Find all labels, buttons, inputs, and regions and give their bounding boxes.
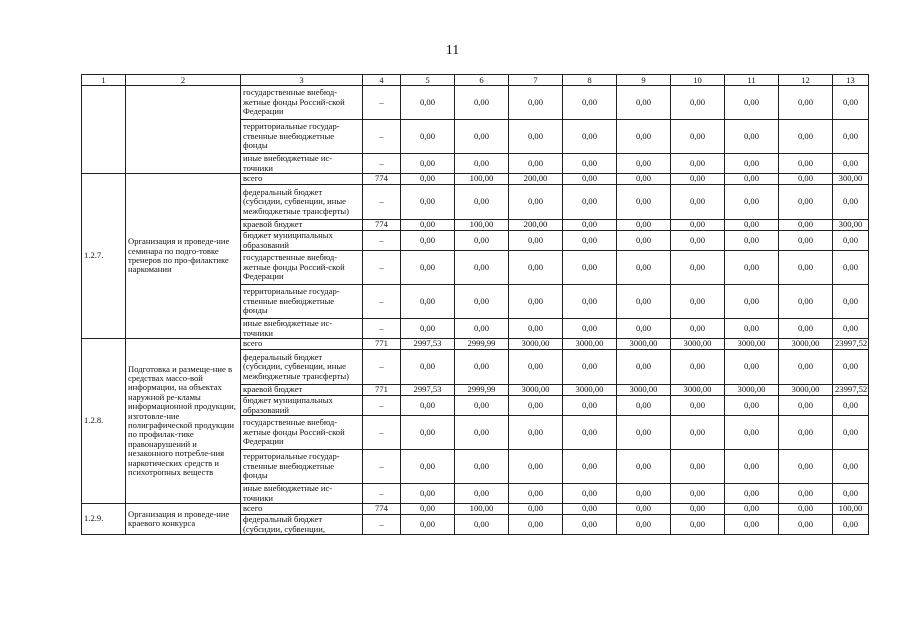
department-code-cell: –	[363, 416, 401, 450]
department-code-cell: –	[363, 251, 401, 285]
year-value-cell: 0,00	[509, 504, 563, 515]
year-value-cell: 0,00	[455, 251, 509, 285]
year-value-cell: 0,00	[401, 120, 455, 154]
column-number-header: 1	[82, 75, 126, 86]
year-value-cell: 0,00	[671, 120, 725, 154]
year-value-cell: 0,00	[617, 251, 671, 285]
year-value-cell: 0,00	[779, 220, 833, 231]
department-code-cell: –	[363, 319, 401, 339]
year-value-cell: 0,00	[563, 220, 617, 231]
year-value-cell: 0,00	[779, 515, 833, 535]
funding-source-cell: государственные внебюд-жетные фонды Россий-ской Федерации	[241, 86, 363, 120]
year-value-cell: 0,00	[509, 154, 563, 174]
year-value-cell: 0,00	[401, 450, 455, 484]
funding-source-cell: краевой бюджет	[241, 220, 363, 231]
year-value-cell: 0,00	[725, 416, 779, 450]
table-row	[82, 339, 869, 350]
total-value-cell: 0,00	[833, 319, 869, 339]
column-number-header: 11	[725, 75, 779, 86]
year-value-cell: 0,00	[671, 450, 725, 484]
total-value-cell: 0,00	[833, 416, 869, 450]
year-value-cell: 0,00	[617, 185, 671, 220]
table-row	[82, 504, 869, 515]
year-value-cell: 0,00	[617, 450, 671, 484]
total-value-cell: 0,00	[833, 251, 869, 285]
year-value-cell: 0,00	[671, 251, 725, 285]
year-value-cell: 0,00	[671, 220, 725, 231]
item-number-cell: 1.2.9.	[82, 504, 126, 535]
year-value-cell: 3000,00	[725, 339, 779, 350]
funding-source-cell: иные внебюджетные ис-точники	[241, 319, 363, 339]
year-value-cell: 0,00	[401, 185, 455, 220]
year-value-cell: 0,00	[563, 484, 617, 504]
year-value-cell: 3000,00	[779, 385, 833, 396]
year-value-cell: 3000,00	[779, 339, 833, 350]
year-value-cell: 0,00	[455, 285, 509, 319]
funding-source-cell: всего	[241, 504, 363, 515]
year-value-cell: 100,00	[455, 220, 509, 231]
column-number-header: 13	[833, 75, 869, 86]
year-value-cell: 0,00	[563, 285, 617, 319]
year-value-cell: 0,00	[779, 251, 833, 285]
year-value-cell: 0,00	[725, 251, 779, 285]
year-value-cell: 0,00	[563, 120, 617, 154]
year-value-cell: 0,00	[455, 86, 509, 120]
year-value-cell: 0,00	[671, 86, 725, 120]
year-value-cell: 0,00	[779, 285, 833, 319]
year-value-cell: 0,00	[779, 86, 833, 120]
year-value-cell: 0,00	[617, 396, 671, 416]
year-value-cell: 0,00	[509, 285, 563, 319]
department-code-cell: –	[363, 231, 401, 251]
total-value-cell: 0,00	[833, 450, 869, 484]
table-row	[82, 86, 869, 120]
year-value-cell: 0,00	[563, 251, 617, 285]
column-number-header: 6	[455, 75, 509, 86]
year-value-cell: 0,00	[725, 396, 779, 416]
year-value-cell: 0,00	[779, 416, 833, 450]
department-code-cell: 771	[363, 385, 401, 396]
year-value-cell: 0,00	[671, 396, 725, 416]
funding-source-cell: государственные внебюд-жетные фонды Россий-ской Федерации	[241, 416, 363, 450]
column-number-header: 4	[363, 75, 401, 86]
year-value-cell: 0,00	[401, 350, 455, 385]
year-value-cell: 0,00	[455, 515, 509, 535]
department-code-cell: –	[363, 285, 401, 319]
year-value-cell: 3000,00	[671, 339, 725, 350]
item-number-cell: 1.2.7.	[82, 174, 126, 339]
year-value-cell: 2999,99	[455, 385, 509, 396]
department-code-cell: 774	[363, 504, 401, 515]
year-value-cell: 0,00	[725, 515, 779, 535]
funding-source-cell: всего	[241, 339, 363, 350]
year-value-cell: 0,00	[509, 416, 563, 450]
total-value-cell: 0,00	[833, 484, 869, 504]
year-value-cell: 3000,00	[617, 385, 671, 396]
activity-name-cell: Подготовка и размеще-ние в средствах массо-вой информации, на объектах наружной ре-кламы информационной продукции, изготовле-ние полиграфической продукции по профилак-тике правонарушений и незаконного потребле-ния наркотических средств и психотропных веществ	[126, 339, 241, 504]
year-value-cell: 0,00	[725, 231, 779, 251]
year-value-cell: 0,00	[455, 120, 509, 154]
year-value-cell: 0,00	[401, 231, 455, 251]
total-value-cell: 0,00	[833, 231, 869, 251]
department-code-cell: 771	[363, 339, 401, 350]
year-value-cell: 0,00	[509, 396, 563, 416]
year-value-cell: 0,00	[671, 174, 725, 185]
year-value-cell: 0,00	[509, 484, 563, 504]
year-value-cell: 0,00	[779, 174, 833, 185]
year-value-cell: 0,00	[779, 185, 833, 220]
department-code-cell: 774	[363, 174, 401, 185]
year-value-cell: 0,00	[563, 515, 617, 535]
item-number-cell	[82, 86, 126, 174]
year-value-cell: 0,00	[779, 484, 833, 504]
total-value-cell: 0,00	[833, 154, 869, 174]
total-value-cell: 0,00	[833, 350, 869, 385]
column-number-header: 10	[671, 75, 725, 86]
column-number-header: 9	[617, 75, 671, 86]
year-value-cell: 0,00	[725, 154, 779, 174]
year-value-cell: 0,00	[671, 285, 725, 319]
year-value-cell: 0,00	[563, 86, 617, 120]
funding-source-cell: федеральный бюджет (субсидии, субвенции, иные межбюджетные трансферты)	[241, 350, 363, 385]
year-value-cell: 0,00	[401, 174, 455, 185]
total-value-cell: 300,00	[833, 220, 869, 231]
year-value-cell: 0,00	[779, 350, 833, 385]
year-value-cell: 0,00	[725, 450, 779, 484]
year-value-cell: 0,00	[671, 416, 725, 450]
total-value-cell: 0,00	[833, 396, 869, 416]
year-value-cell: 0,00	[671, 504, 725, 515]
year-value-cell: 0,00	[455, 231, 509, 251]
item-number-cell: 1.2.8.	[82, 339, 126, 504]
year-value-cell: 0,00	[563, 450, 617, 484]
year-value-cell: 0,00	[455, 416, 509, 450]
year-value-cell: 0,00	[455, 185, 509, 220]
year-value-cell: 0,00	[401, 220, 455, 231]
year-value-cell: 3000,00	[509, 339, 563, 350]
total-value-cell: 100,00	[833, 504, 869, 515]
year-value-cell: 3000,00	[509, 385, 563, 396]
total-value-cell: 0,00	[833, 285, 869, 319]
department-code-cell: –	[363, 515, 401, 535]
year-value-cell: 0,00	[401, 416, 455, 450]
year-value-cell: 0,00	[617, 515, 671, 535]
year-value-cell: 0,00	[509, 86, 563, 120]
department-code-cell: 774	[363, 220, 401, 231]
year-value-cell: 0,00	[779, 231, 833, 251]
year-value-cell: 3000,00	[563, 339, 617, 350]
total-value-cell: 0,00	[833, 120, 869, 154]
total-value-cell: 0,00	[833, 86, 869, 120]
year-value-cell: 0,00	[509, 231, 563, 251]
year-value-cell: 0,00	[455, 154, 509, 174]
funding-source-cell: бюджет муниципальных образований	[241, 231, 363, 251]
year-value-cell: 0,00	[725, 504, 779, 515]
year-value-cell: 0,00	[455, 396, 509, 416]
column-number-header: 2	[126, 75, 241, 86]
year-value-cell: 0,00	[671, 154, 725, 174]
total-value-cell: 0,00	[833, 185, 869, 220]
budget-table	[81, 74, 869, 535]
year-value-cell: 3000,00	[617, 339, 671, 350]
year-value-cell: 0,00	[617, 484, 671, 504]
year-value-cell: 0,00	[455, 484, 509, 504]
year-value-cell: 0,00	[617, 319, 671, 339]
department-code-cell: –	[363, 185, 401, 220]
year-value-cell: 0,00	[671, 484, 725, 504]
year-value-cell: 0,00	[617, 416, 671, 450]
year-value-cell: 0,00	[455, 450, 509, 484]
page-number: 11	[445, 43, 460, 58]
year-value-cell: 0,00	[401, 484, 455, 504]
funding-source-cell: территориальные государ-ственные внебюджетные фонды	[241, 450, 363, 484]
year-value-cell: 0,00	[617, 231, 671, 251]
funding-source-cell: краевой бюджет	[241, 385, 363, 396]
year-value-cell: 0,00	[509, 319, 563, 339]
year-value-cell: 0,00	[725, 86, 779, 120]
table-row	[82, 174, 869, 185]
year-value-cell: 0,00	[509, 185, 563, 220]
year-value-cell: 100,00	[455, 174, 509, 185]
year-value-cell: 0,00	[509, 450, 563, 484]
year-value-cell: 0,00	[671, 515, 725, 535]
year-value-cell: 2999,99	[455, 339, 509, 350]
year-value-cell: 0,00	[779, 120, 833, 154]
activity-name-cell: Организация и проведе-ние краевого конкурса	[126, 504, 241, 535]
funding-source-cell: федеральный бюджет (субсидии, субвенции,	[241, 515, 363, 535]
department-code-cell: –	[363, 484, 401, 504]
year-value-cell: 0,00	[617, 285, 671, 319]
column-number-header: 5	[401, 75, 455, 86]
department-code-cell: –	[363, 154, 401, 174]
year-value-cell: 0,00	[401, 154, 455, 174]
year-value-cell: 0,00	[563, 185, 617, 220]
activity-name-cell	[126, 86, 241, 174]
year-value-cell: 0,00	[563, 504, 617, 515]
year-value-cell: 0,00	[617, 504, 671, 515]
funding-source-cell: государственные внебюд-жетные фонды Россий-ской Федерации	[241, 251, 363, 285]
year-value-cell: 100,00	[455, 504, 509, 515]
year-value-cell: 0,00	[725, 350, 779, 385]
funding-source-cell: федеральный бюджет (субсидии, субвенции, иные межбюджетные трансферты)	[241, 185, 363, 220]
funding-source-cell: бюджет муниципальных образований	[241, 396, 363, 416]
total-value-cell: 23997,52	[833, 339, 869, 350]
year-value-cell: 0,00	[563, 396, 617, 416]
year-value-cell: 0,00	[779, 319, 833, 339]
funding-source-cell: иные внебюджетные ис-точники	[241, 484, 363, 504]
year-value-cell: 2997,53	[401, 339, 455, 350]
year-value-cell: 200,00	[509, 174, 563, 185]
year-value-cell: 0,00	[779, 504, 833, 515]
column-number-header: 7	[509, 75, 563, 86]
funding-source-cell: иные внебюджетные ис-точники	[241, 154, 363, 174]
year-value-cell: 2997,53	[401, 385, 455, 396]
year-value-cell: 0,00	[401, 504, 455, 515]
year-value-cell: 0,00	[671, 231, 725, 251]
year-value-cell: 3000,00	[725, 385, 779, 396]
year-value-cell: 0,00	[563, 154, 617, 174]
year-value-cell: 0,00	[725, 285, 779, 319]
column-number-header: 12	[779, 75, 833, 86]
year-value-cell: 0,00	[617, 120, 671, 154]
total-value-cell: 300,00	[833, 174, 869, 185]
year-value-cell: 0,00	[455, 350, 509, 385]
year-value-cell: 0,00	[617, 350, 671, 385]
year-value-cell: 0,00	[509, 251, 563, 285]
year-value-cell: 0,00	[725, 120, 779, 154]
activity-name-cell: Организация и проведе-ние семинара по подго-товке тренеров по про-филактике наркомании	[126, 174, 241, 339]
year-value-cell: 0,00	[617, 174, 671, 185]
year-value-cell: 0,00	[725, 174, 779, 185]
year-value-cell: 0,00	[725, 185, 779, 220]
year-value-cell: 0,00	[617, 86, 671, 120]
year-value-cell: 0,00	[509, 120, 563, 154]
year-value-cell: 0,00	[563, 174, 617, 185]
funding-source-cell: всего	[241, 174, 363, 185]
year-value-cell: 0,00	[779, 154, 833, 174]
total-value-cell: 23997,52	[833, 385, 869, 396]
department-code-cell: –	[363, 350, 401, 385]
year-value-cell: 0,00	[617, 154, 671, 174]
year-value-cell: 0,00	[455, 319, 509, 339]
year-value-cell: 200,00	[509, 220, 563, 231]
department-code-cell: –	[363, 86, 401, 120]
year-value-cell: 0,00	[401, 86, 455, 120]
total-value-cell: 0,00	[833, 515, 869, 535]
year-value-cell: 0,00	[563, 350, 617, 385]
column-number-row	[82, 75, 869, 86]
year-value-cell: 0,00	[671, 319, 725, 339]
department-code-cell: –	[363, 450, 401, 484]
year-value-cell: 0,00	[509, 350, 563, 385]
year-value-cell: 0,00	[725, 319, 779, 339]
year-value-cell: 0,00	[401, 396, 455, 416]
year-value-cell: 0,00	[563, 231, 617, 251]
year-value-cell: 0,00	[779, 396, 833, 416]
year-value-cell: 0,00	[401, 515, 455, 535]
department-code-cell: –	[363, 120, 401, 154]
year-value-cell: 3000,00	[671, 385, 725, 396]
funding-source-cell: территориальные государ-ственные внебюджетные фонды	[241, 120, 363, 154]
year-value-cell: 0,00	[779, 450, 833, 484]
year-value-cell: 0,00	[671, 185, 725, 220]
year-value-cell: 0,00	[725, 220, 779, 231]
year-value-cell: 0,00	[401, 285, 455, 319]
year-value-cell: 0,00	[563, 319, 617, 339]
column-number-header: 8	[563, 75, 617, 86]
year-value-cell: 0,00	[671, 350, 725, 385]
funding-source-cell: территориальные государ-ственные внебюджетные фонды	[241, 285, 363, 319]
column-number-header: 3	[241, 75, 363, 86]
year-value-cell: 0,00	[401, 319, 455, 339]
year-value-cell: 0,00	[563, 416, 617, 450]
year-value-cell: 0,00	[509, 515, 563, 535]
year-value-cell: 0,00	[617, 220, 671, 231]
year-value-cell: 3000,00	[563, 385, 617, 396]
year-value-cell: 0,00	[401, 251, 455, 285]
year-value-cell: 0,00	[725, 484, 779, 504]
department-code-cell: –	[363, 396, 401, 416]
